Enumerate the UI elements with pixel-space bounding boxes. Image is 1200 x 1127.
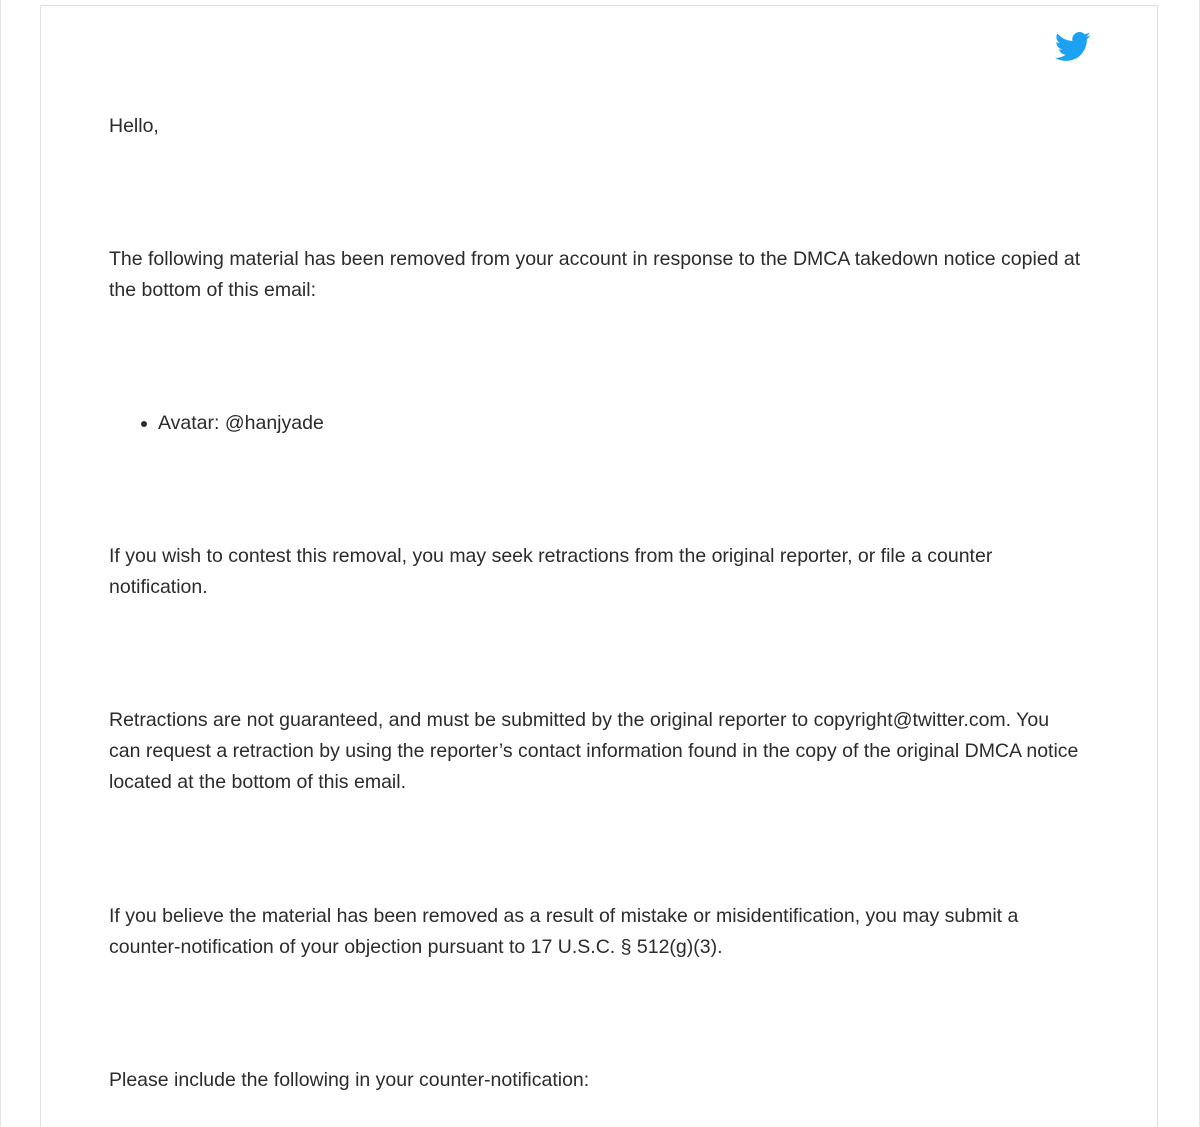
include-instructions-paragraph: Please include the following in your counter-notification: (109, 1069, 590, 1091)
retractions-paragraph: Retractions are not guaranteed, and must be submitted by the original reporter to copyright@twitter.com. You can request a retraction by using the reporter’s contact information found in the copy of the original DMCA notice located at the bottom of this email. (109, 709, 1079, 793)
page-border-left (0, 0, 1, 1127)
removed-notice-paragraph: The following material has been removed from your account in response to the DMCA takedown notice copied at the bottom of this email: (109, 248, 1081, 301)
removed-items-list (109, 408, 1084, 439)
counter-notification-paragraph: If you believe the material has been removed as a result of mistake or misidentification, you may submit a counter-notification of your objection pursuant to 17 U.S.C. § 512(g)(3). (109, 905, 1019, 958)
list-item (109, 408, 1084, 439)
greeting-text: Hello, (109, 115, 159, 137)
removed-item-text: Avatar: @hanjyade (158, 412, 324, 434)
contest-paragraph: If you wish to contest this removal, you may seek retractions from the original reporter, or file a counter notification. (109, 545, 993, 598)
bullet-icon (141, 421, 147, 427)
twitter-bird-shape (1055, 32, 1091, 61)
email-card (40, 5, 1158, 1127)
twitter-bird-icon (1053, 28, 1093, 64)
